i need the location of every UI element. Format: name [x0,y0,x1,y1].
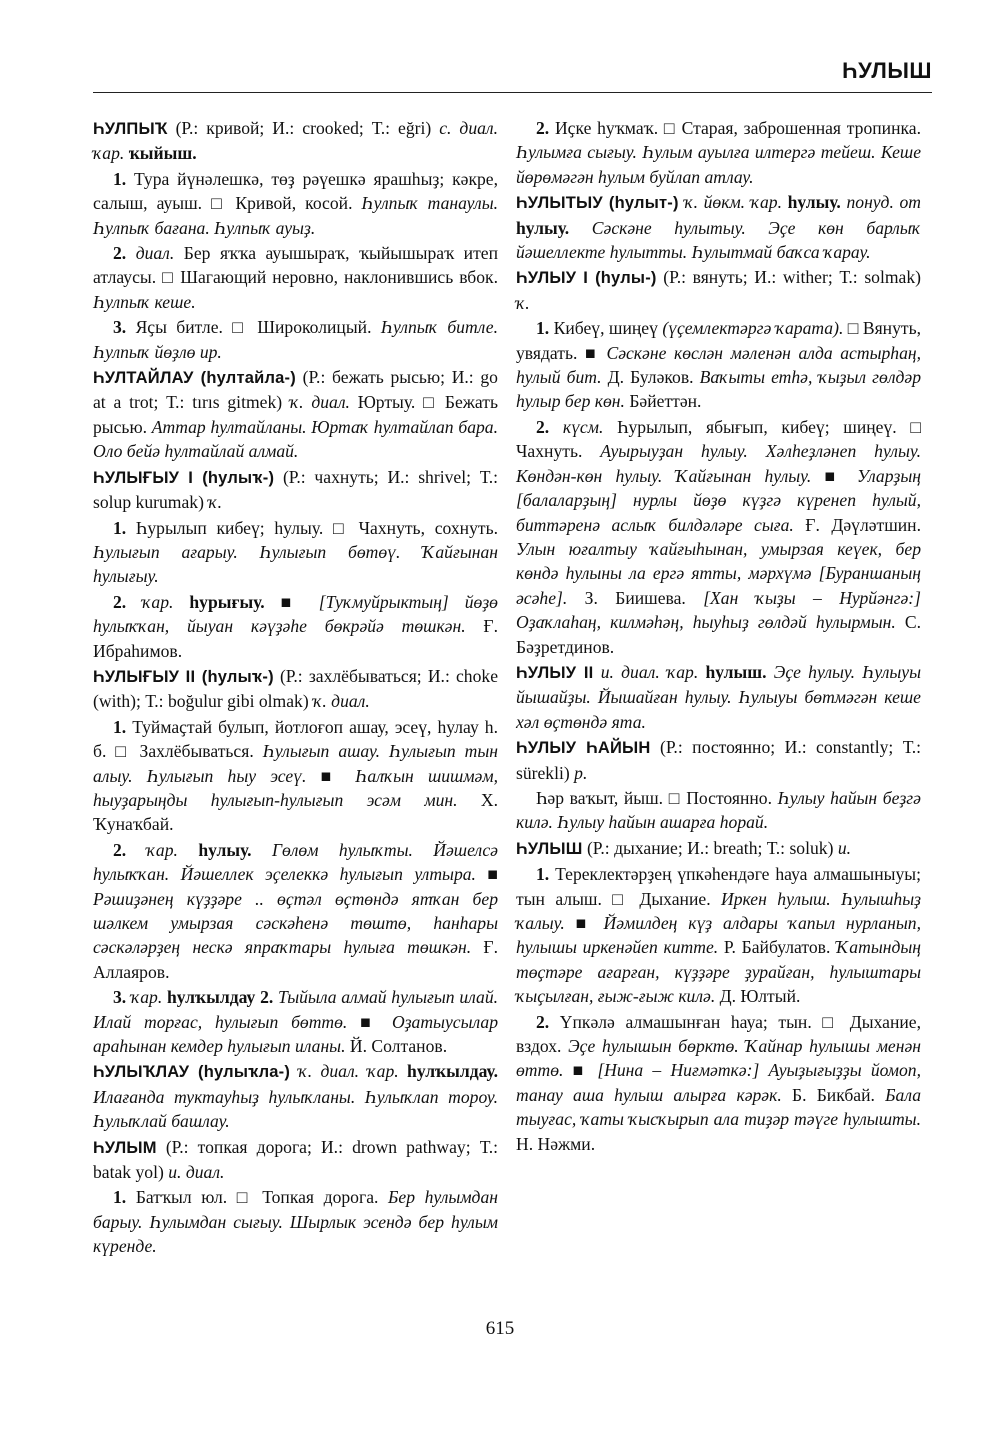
entry-text: 2. [113,839,127,860]
entry-text: ҡ. диал. [289,392,350,413]
entry-text: 2. [536,416,550,437]
entry-text: Сәскәне һулытыу. Эҫе көн барлыҡ йәшеллекте һулытты. Һулытмай баҡса ҡарау. [516,217,921,263]
entry-text: Яҫы битле. □ Широколицый. [126,317,381,338]
entry-text: һулыу. [516,217,570,238]
entry-text: Ауырыуҙан һулыу. Хәлһеҙләнеп һулыу. Көндән-көн һулыу. Ҡайғынан һулыу. [516,441,921,486]
entry-text: ■ [563,1060,598,1081]
entry-text: (Р.: чахнуть; И.: shrivel; Т.: solup kurumak) [93,466,498,513]
entry-text: Һурылып, ябығып, кибеү; шиңеү. □ Чахнуть. [516,416,921,462]
dictionary-entry [516,836,921,861]
entry-text: Илағанда туктауһыҙ һулыҡланы. Һулыҡлап тороу. Һулыҡлай башлау. [93,1086,498,1132]
entry-text: һулыу. [787,192,841,213]
sense-paragraph [93,715,498,837]
entry-text: (Р.: постоянно; И.: constantly; Т.: sürekli) [516,737,921,783]
sense-paragraph [93,241,498,314]
entry-text: ҡ. [208,492,223,513]
entry-text: ■ [264,591,319,612]
dictionary-entry [516,265,921,315]
entry-text: 2. [536,1011,550,1032]
entry-text: Үпкәлә алмашынған һауа; тын. □ Дыхание, вздох. [516,1011,921,1057]
dictionary-entry [93,465,498,515]
entry-text: Аттар һултайланы. Юртаҡ һултайлап бара. Оло бейә һултайлай алмай. [93,416,498,462]
entry-text: Эҫе һулыу. Һулыуы йышайҙы. Йышайған һулыу. Һулыуы бөтмәгән кеше хәл өҫтөндә ята. [516,661,922,732]
entry-text: (Р.: вянуть; И.: wither; Т.: solmak) [656,267,921,288]
entry-text: Һәр ваҡыт, йыш. □ Постоянно. [536,787,778,808]
entry-text: (Р.: топкая дорога; И.: drown pathway; Т.: batak yol) [93,1136,498,1183]
entry-text: Р. Байбулатов. [718,937,837,958]
entry-text: Бер яҡҡа ауышыраҡ, ҡыйышыраҡ итеп атлаусы. □ Шагающий неровно, наклонившись вбок. [93,243,498,288]
dictionary-entry [93,1059,498,1133]
entry-text: диал. [135,243,175,264]
entry-text: Һулымға сығыу. Һулым ауылға илтергә тейеш. Кеше йөрөмәгән һулым буйлап атлау. [516,142,921,187]
headword: ҺУЛЫШ [516,839,583,858]
sense-paragraph [93,590,498,663]
sense-paragraph [516,415,921,659]
running-head: ҺУЛЫШ [842,58,932,83]
entry-text: Ғ. Ибраһимов. [93,616,498,661]
entry-text: ■ [811,465,858,486]
entry-text: □ Вянуть, увядать. ■ [516,318,921,363]
entry-text [698,662,705,682]
entry-text: 2. [113,243,127,264]
entry-text: Һулпыҡ битле. Һулпыҡ йөҙлө ир. [93,317,499,362]
entry-text: 2. [536,118,550,138]
entry-text: Иркен һулыш. Һулышһыҙ ҡалыу. [516,888,921,933]
dictionary-entry [516,660,921,734]
entry-text: (үҫемлектәргә ҡарата). [662,318,844,339]
entry-text: һулыш. [705,661,767,682]
sense-paragraph [93,516,498,589]
entry-text: ■ [306,765,356,786]
entry-text: Гөлөм һулыҡты. Йәшелсә һулыҡҡан. Йәшеллек эҫелеккә һулығып ултыра. [93,839,498,885]
entry-text: [Хан ҡыҙы – Нурйәнгә:] Оҙаҡлаһаң, килмәһәң, һыуһыҙ гөлдәй һулырмын. [516,587,921,633]
entry-text: [Нина – Ниғмәткә:] Ауыҙығыҙҙы йомоп, танау аша һулыш алырға кәрәк. [516,1060,921,1105]
entry-text: Ваҡыты етһә, ҡыҙыл гөлдәр һулыр бер көн. [516,367,921,412]
sense-paragraph [516,316,921,414]
entry-text [126,840,146,860]
entry-text: ҡар. [146,839,178,860]
entry-text: С. Бәҙретдинов. [516,612,921,657]
entry-text: и. [837,837,852,858]
entry-text: 3. [113,987,127,1008]
entry-text: Д. Буләков. [601,367,700,388]
dictionary-entry [93,1135,498,1185]
entry-text: Һулыу һайын беҙгә килә. Һулыу һайын ашарға һорай. [516,787,921,833]
entry-text: Ғ. Дәүләтшин. [793,514,921,535]
entry-text: Һулпыҡ кеше. [93,291,196,312]
entry-text: Х. Ҡунаҡбай. [93,789,498,835]
sense-paragraph [516,116,921,189]
entry-text: Тыйыла алмай һулығып илай. Илай торғас, һулығып бөттө. [93,987,499,1032]
entry-text: с. диал. ҡар. [93,118,498,164]
entry-text: ҡ. [516,292,530,313]
entry-text [549,417,563,437]
entry-text [173,592,189,612]
entry-text: (Р.: бежать рысью; И.: go at a trot; Т.: tırıs gitmek) [93,367,498,413]
entry-text [399,1061,407,1081]
entry-text [126,243,135,263]
entry-text: Бәйеттән. [624,391,702,412]
entry-text: Сәскәне көслән мәленән алда астырһаң, һулый бит. [516,342,921,388]
entry-text: Бала тыуғас, ҡаты ҡысҡырып ала тиҙәр тәүге һулышты. [516,1084,921,1130]
entry-text: Йәмилдең күҙ алдары ҡапыл нурланып, һулышы иркенәйеп китте. [516,913,921,958]
entry-text: ■ [347,1011,392,1032]
left-column [93,116,498,1260]
dictionary-entry [516,735,921,785]
entry-text [126,592,142,612]
dictionary-entry [93,365,498,464]
entry-text: Оҙатыусылар араһынан кемдер һулығып иланы. [93,1011,498,1057]
entry-text: р. [574,762,588,783]
entry-text [767,662,774,682]
dictionary-entry [93,664,498,714]
entry-text: и. диал. [168,1162,225,1183]
sense-paragraph [93,167,498,240]
entry-text: Й. Солтанов. [345,1036,448,1057]
entry-text: һулҡылдау. [407,1061,498,1082]
sense-paragraph [93,985,498,1058]
entry-text: 1. [113,1187,127,1208]
sense-paragraph [93,1185,498,1258]
headword: ҺУЛЫҒЫУ I (һулыҡ-) [93,468,275,487]
sense-paragraph [516,786,921,835]
entry-text: ҡ. йөкм. ҡар. [684,192,782,213]
dictionary-entry [93,116,498,166]
entry-text: ҡ. диал. ҡар. [298,1061,399,1082]
entry-text: Һулпыҡ танаулы. Һулпыҡ бағана. Һулпыҡ ауыҙ. [93,193,499,238]
entry-text: Ҡатындың төҫтәре ағарған, күҙҙәре ҙурайған, һулыштары ҡыҫылған, ғыж-ғыж килә. [516,937,922,1007]
entry-text: һурығыу. [189,591,265,612]
entry-text: 2. [113,591,127,612]
entry-text: Һулығып ашау. Һулығып тын алыу. Һулығып һыу эсеү. [93,741,498,786]
headword: ҺУЛЫҒЫУ II (һулыҡ-) [93,667,274,686]
sense-paragraph [93,838,498,984]
entry-text: Эҫе һулышын бөрктө. Ҡайнар һулышы менән өттө. [516,1036,922,1081]
entry-text: Батҡыл юл. □ Топкая дорога. [126,1187,389,1208]
entry-text: (Р.: кривой; И.: crooked; Т.: eğri) [167,118,440,138]
entry-text: ■ [564,913,604,933]
entry-text: и. диал. ҡар. [600,661,699,682]
entry-text: [Туҡмуйрыктың] йөҙө һулыҡҡан, йыуан кәүҙәһе бөкрәйә төшкән. [93,591,498,637]
headword: ҺУЛЫМ [93,1138,157,1157]
entry-text: Б. Бикбай. [781,1084,886,1105]
entry-text: ҡар. [130,987,163,1008]
headword: ҺУЛЫҠЛАУ (һулыҡла-) [93,1063,291,1082]
entry-text: Рәшиҙәнең күҙҙәре .. өҫтәл өҫтөндә ятҡан бер шәлкем умырзая сәскәһенә төштө, һанһары сәскәләрҙең нескә япраҡтары һулыға төшкән. [93,888,498,958]
right-column [516,116,921,1157]
entry-text: Кибеү, шиңеү [549,318,663,339]
entry-text: ҡыйыш. [128,143,197,164]
sense-paragraph [516,1010,921,1156]
entry-text: ҡар. [142,591,174,612]
entry-text: Һалҡын шишмәм, һыуҙарыңды һулығып-һулығып эсәм мин. [93,765,498,810]
headword: ҺУЛЫТЫУ (һулыт-) [516,194,679,213]
headword: ҺУЛТАЙЛАУ (һултайла-) [93,369,296,388]
entry-text: 1. [536,864,550,885]
entry-text: Уларҙың [балаларҙың] нурлы йөҙө күҙгә күренеп һулый, биттәренә аслыҡ билдәләре сыға. [516,465,921,535]
entry-text: 3. [113,317,127,338]
entry-text: ■ [475,864,498,885]
entry-text: З. Биишева. [567,587,704,608]
entry-text: 1. [113,168,127,189]
entry-text: (Р.: захлёбываться; И.: choke (with); Т.: boğulur gibi olmak) [93,665,499,712]
entry-text: понуд. от [846,192,921,213]
entry-text [252,840,272,860]
entry-text: Н. Нәжми. [516,1133,596,1154]
entry-text: Бер һулымдан барыу. Һулымдан сығыу. Шырлык эсендә бер һулым күренде. [93,1187,498,1257]
headword: ҺУЛЫУ II [516,663,594,682]
entry-text: Иҫке һуҡмаҡ. □ Старая, заброшенная тропинка. [549,118,921,138]
entry-text: ҡ. диал. [313,691,370,712]
entry-text: 1. [113,517,127,538]
entry-text: 1. [113,716,127,737]
entry-text: күсм. [562,416,604,437]
entry-text: һулыу. [198,839,252,860]
entry-text: һулҡылдау 2. [167,987,274,1008]
page-header [93,56,932,93]
page-number: 615 [485,1318,515,1339]
entry-text [178,840,198,860]
sense-paragraph [93,315,498,364]
entry-text: Тура йүнәлешкә, төҙ рәүешкә ярашһыҙ; кәкре, салыш, ауыш. □ Кривой, косой. [93,168,498,214]
entry-text: Улын юғалтыу ҡайғыһынан, умырзая кеүек, бер көндә һулыны ла ергә ятты, мәрхүмә [Бураншаның әсәһе]. [516,538,921,608]
entry-text [569,218,592,238]
entry-text: Һулығып ағарыу. Һулығып бөтөү. Ҡайғынан һулығыу. [93,541,498,587]
entry-text [593,662,600,682]
headword: ҺУЛЫУ ҺАЙЫН [516,739,651,758]
entry-text: Туймаҫтай булып, йотлоғоп ашау, эсеү, һулау һ. б. □ Захлёбываться. [93,716,498,762]
sense-paragraph [516,862,921,1008]
dictionary-entry [516,190,921,264]
headword: ҺУЛПЫҠ [93,120,168,138]
headword: ҺУЛЫУ I (һулы-) [516,269,657,288]
entry-text: Тереклектәрҙең үпкәһендәге һауа алмашыныуы; тын алыш. □ Дыхание. [516,864,921,909]
entry-text: Юртыу. □ Бежать рысью. [93,392,499,437]
entry-text: (Р.: дыхание; И.: breath; Т.: soluk) [582,837,838,858]
entry-text: Ғ. Аллаяров. [93,937,498,982]
entry-text: 1. [536,318,550,339]
entry-text: Һурылып кибеү; һулыу. □ Чахнуть, сохнуть. [126,517,498,538]
entry-text: Д. Юлтый. [715,986,801,1007]
